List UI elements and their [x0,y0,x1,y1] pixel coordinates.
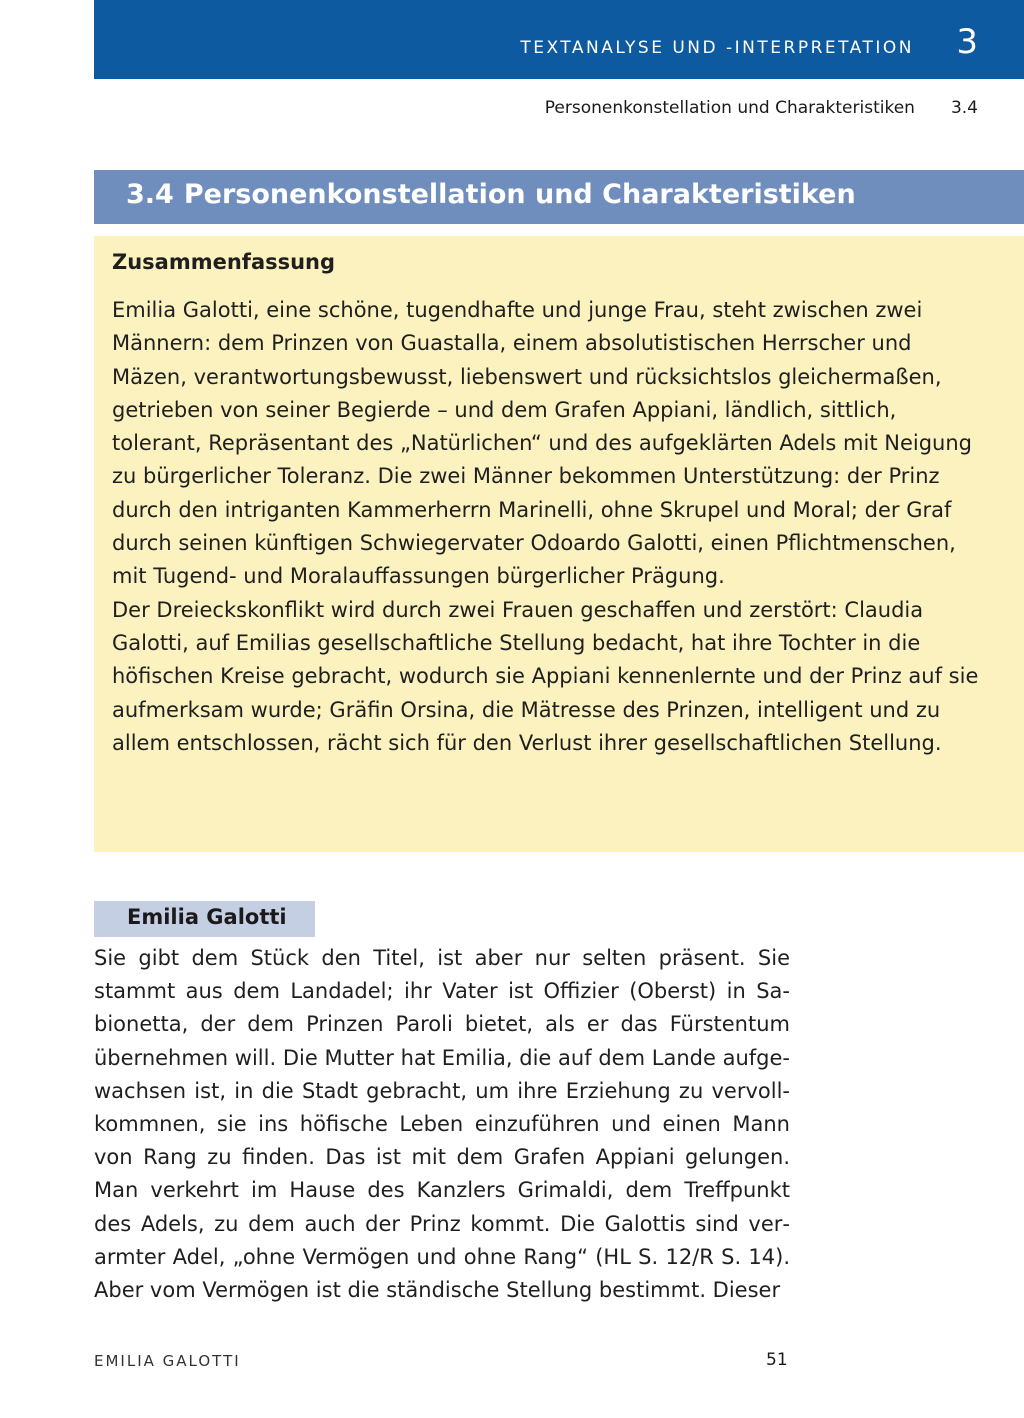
summary-box [94,236,1024,852]
section-title [126,179,856,210]
running-head-title: Personenkonstellation und Charakteristiken [544,98,915,118]
page-number: 51 [766,1350,788,1370]
running-head-number: 3.4 [950,98,978,118]
character-subheading [94,901,315,937]
character-paragraph: Sie gibt dem Stück den Titel, ist aber nur selten präsent. Sie stammt aus dem Landadel; ihr Vater ist Offizier (Oberst) in Sabionetta, der dem Prinzen Paroli bietet, als er das Fürstentum übernehmen will. Die Mutter hat Emilia, die auf dem Lande aufgewachsen ist, in die Stadt gebracht, um ihre Erziehung zu vervollkommnen, sie ins höfische Leben einzuführen und einen Mann von Rang zu finden. Das ist mit dem Grafen Appiani gelungen. Man verkehrt im Hause des Kanzlers Grimaldi, dem Treffpunkt des Adels, zu dem auch der Prinz kommt. Die Galottis sind verarmter Adel, „ohne Vermögen und ohne Rang“ (HL S. 12/R S. 14). Aber vom Vermögen ist die ständische Stellung bestimmt. Dieser [94,946,790,1303]
summary-heading: Zusammenfassung [112,250,336,274]
chapter-label: TEXTANALYSE UND -INTERPRETATION [520,38,914,58]
section-title-bar [94,170,1024,224]
character-body [94,942,790,1307]
chapter-number: 3 [956,22,978,62]
chapter-header-bar [94,0,1024,79]
summary-text [112,294,988,760]
section-number: 3.4 [126,179,174,210]
summary-paragraph-2: Der Dreieckskonflikt wird durch zwei Frauen geschaffen und zerstört: Claudia Galotti, auf Emilias gesellschaftliche Stellung bedacht, hat ihre Tochter in die höfischen Kreise gebracht, wodurch sie Appiani kennenlernte und der Prinz auf sie aufmerksam wurde; Gräfin Orsina, die Mätresse des Prinzen, intelligent und zu allem entschlossen, rächt sich für den Verlust ihrer gesellschaftlichen Stellung. [112,597,979,755]
character-subheading-text: Emilia Galotti [127,905,287,929]
section-title-text: Personenkonstellation und Charakteristiken [183,179,856,210]
footer-book-title: EMILIA GALOTTI [94,1352,241,1370]
summary-paragraph-1: Emilia Galotti, eine schöne, tugendhafte und junge Frau, steht zwischen zwei Männern: dem Prinzen von Guastalla, einem absolutistischen Herrscher und Mäzen, verantwortungsbewusst, liebenswert und rücksichtslos gleichermaßen, getrieben von seiner Begierde – und dem Grafen Appiani, ländlich, sittlich, tolerant, Repräsentant des „Natürlichen“ und des aufgeklärten Adels mit Neigung zu bürgerlicher Toleranz. Die zwei Männer bekommen Unterstützung: der Prinz durch den intriganten Kammerherrn Marinelli, ohne Skrupel und Moral; der Graf durch seinen künftigen Schwiegervater Odoardo Galotti, einen Pflichtmenschen, mit Tugend- und Moralauffassungen bürgerlicher Prägung. [112,298,972,589]
running-head [545,98,978,118]
